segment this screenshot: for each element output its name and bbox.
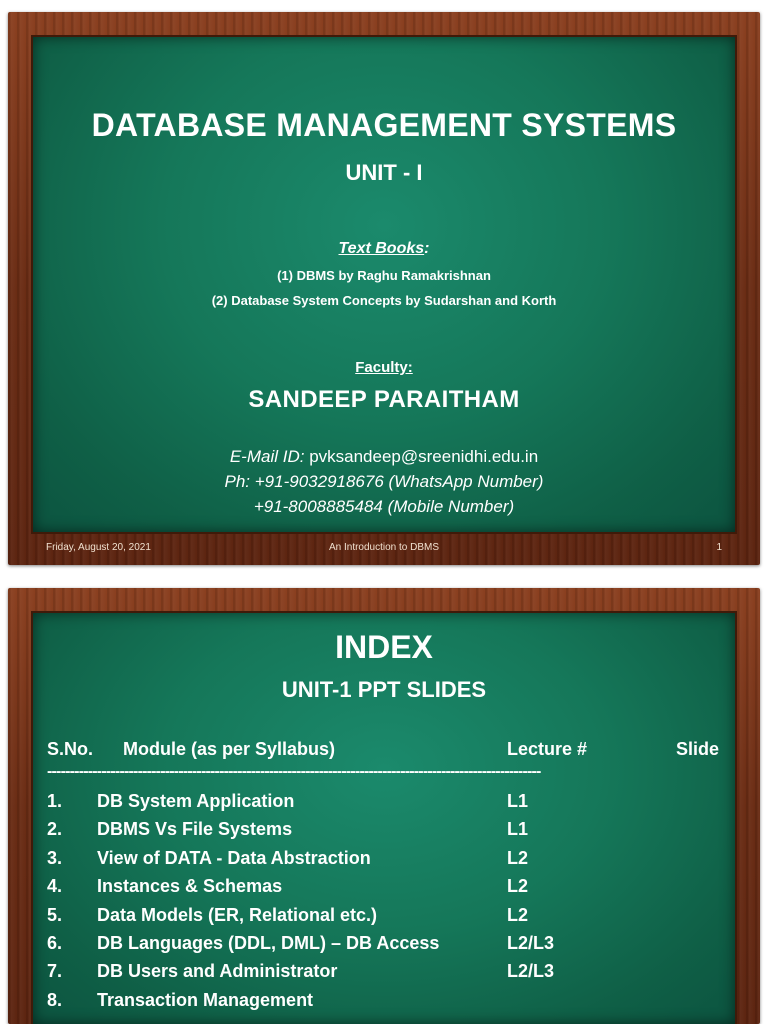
row-module: Transaction Management [97, 989, 314, 1010]
textbooks-label: Text Books [338, 240, 425, 257]
mobile-line: +91-8008885484 (Mobile Number) [253, 497, 515, 516]
row-module: DB Languages (DDL, DML) – DB Access [97, 932, 440, 953]
header-module: Module (as per Syllabus) [123, 739, 336, 759]
header-slide: Slide [675, 739, 719, 759]
row-module: DB Users and Administrator [97, 961, 338, 982]
textbooks-heading [33, 240, 735, 258]
row-sno: 3. [47, 847, 63, 868]
table-header [47, 739, 719, 765]
row-sno: 5. [47, 904, 63, 925]
row-sno: 8. [47, 989, 63, 1010]
row-module: Instances & Schemas [97, 876, 283, 897]
index-subtitle: UNIT-1 PPT SLIDES [281, 677, 487, 702]
faculty-name: SANDEEP PARAITHAM [248, 386, 520, 413]
textbook-item-1: (1) DBMS by Raghu Ramakrishnan [277, 268, 491, 283]
email-line [33, 447, 735, 467]
row-sno: 2. [47, 819, 63, 840]
table-divider: ------------------------------------------------------------------------------------------------------------- [47, 765, 541, 780]
row-lecture: L2 [507, 847, 529, 868]
slide-1 [8, 12, 760, 565]
email-label: E-Mail ID: [229, 447, 310, 466]
table-row [47, 933, 719, 961]
chalkboard-1 [33, 37, 735, 532]
footer-date: Friday, August 20, 2021 [46, 542, 151, 553]
row-sno: 7. [47, 961, 63, 982]
faculty-label: Faculty: [355, 359, 413, 376]
row-module: View of DATA - Data Abstraction [97, 847, 371, 868]
row-lecture: L1 [507, 791, 529, 811]
table-row [47, 961, 719, 989]
textbook-item-2: (2) Database System Concepts by Sudarshan and Korth [211, 293, 557, 308]
textbooks-colon: : [424, 240, 430, 257]
row-lecture: L2 [507, 904, 529, 925]
header-lecture: Lecture # [507, 739, 588, 759]
footer-title: An Introduction to DBMS [328, 542, 440, 553]
course-title: DATABASE MANAGEMENT SYSTEMS [91, 107, 677, 143]
slide-footer [8, 542, 760, 556]
chalkboard-2 [33, 613, 735, 1024]
unit-label: UNIT - I [345, 160, 423, 185]
row-lecture: L2/L3 [507, 932, 555, 953]
email-address: pvksandeep@sreenidhi.edu.in [309, 447, 539, 466]
row-module: DB System Application [97, 791, 295, 811]
row-sno: 4. [47, 876, 63, 897]
header-sno: S.No. [47, 739, 94, 759]
slide-2 [8, 588, 760, 1024]
index-title: INDEX [335, 629, 433, 665]
row-lecture: L2/L3 [507, 961, 555, 982]
row-lecture: L1 [507, 819, 529, 840]
table-row [47, 791, 719, 819]
row-module: DBMS Vs File Systems [97, 819, 293, 840]
row-lecture: L2 [507, 876, 529, 897]
row-sno: 6. [47, 932, 63, 953]
row-module: Data Models (ER, Relational etc.) [97, 904, 378, 925]
table-row [47, 876, 719, 904]
row-sno: 1. [47, 791, 63, 811]
table-row [47, 990, 719, 1018]
index-table [47, 739, 719, 1018]
table-row [47, 905, 719, 933]
table-row [47, 848, 719, 876]
phone-line: Ph: +91-9032918676 (WhatsApp Number) [224, 472, 544, 491]
footer-page-number: 1 [716, 542, 722, 553]
table-row [47, 819, 719, 847]
